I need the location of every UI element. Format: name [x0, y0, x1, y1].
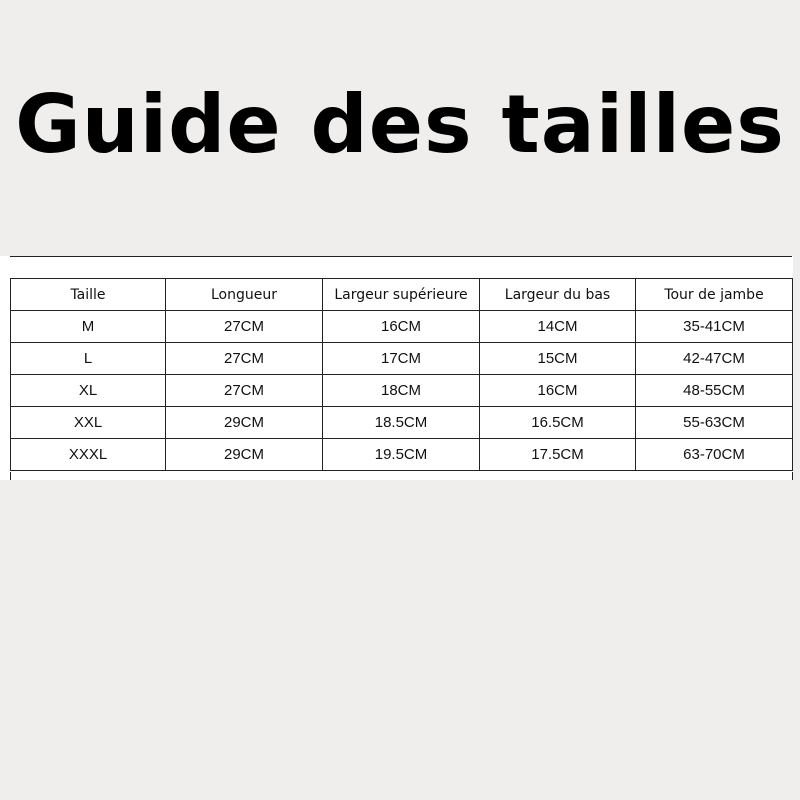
- table-cell: 48-55CM: [636, 375, 793, 407]
- table-cell: M: [11, 311, 166, 343]
- header-cell: Largeur du bas: [480, 279, 636, 311]
- table-cell: 19.5CM: [323, 439, 480, 471]
- header-cell: Tour de jambe: [636, 279, 793, 311]
- table-header-row: [11, 279, 793, 311]
- table-row: [11, 407, 793, 439]
- table-cell: 29CM: [166, 439, 323, 471]
- table-cell: XXL: [11, 407, 166, 439]
- table-row: [11, 375, 793, 407]
- table-row: [11, 343, 793, 375]
- table-cell: 55-63CM: [636, 407, 793, 439]
- page-title: Guide des tailles: [15, 78, 785, 171]
- table-cell: 27CM: [166, 375, 323, 407]
- table-cell: 18.5CM: [323, 407, 480, 439]
- table-cell: 29CM: [166, 407, 323, 439]
- table-cell: 14CM: [480, 311, 636, 343]
- table-row: [11, 439, 793, 471]
- table-cell: 15CM: [480, 343, 636, 375]
- header-cell: Taille: [11, 279, 166, 311]
- table-cell: 63-70CM: [636, 439, 793, 471]
- table-cell: 16.5CM: [480, 407, 636, 439]
- table-cell: 27CM: [166, 311, 323, 343]
- table-cell: 18CM: [323, 375, 480, 407]
- table-cell: L: [11, 343, 166, 375]
- table-row: [11, 311, 793, 343]
- divider: [792, 472, 793, 480]
- table-cell: 35-41CM: [636, 311, 793, 343]
- table-cell: 16CM: [480, 375, 636, 407]
- table-cell: XL: [11, 375, 166, 407]
- size-table: [10, 278, 793, 471]
- table-cell: XXXL: [11, 439, 166, 471]
- table-cell: 27CM: [166, 343, 323, 375]
- table-cell: 16CM: [323, 311, 480, 343]
- table-cell: 17CM: [323, 343, 480, 375]
- divider: [10, 256, 792, 257]
- table-cell: 17.5CM: [480, 439, 636, 471]
- table-cell: 42-47CM: [636, 343, 793, 375]
- header-cell: Largeur supérieure: [323, 279, 480, 311]
- divider: [10, 472, 11, 480]
- header-cell: Longueur: [166, 279, 323, 311]
